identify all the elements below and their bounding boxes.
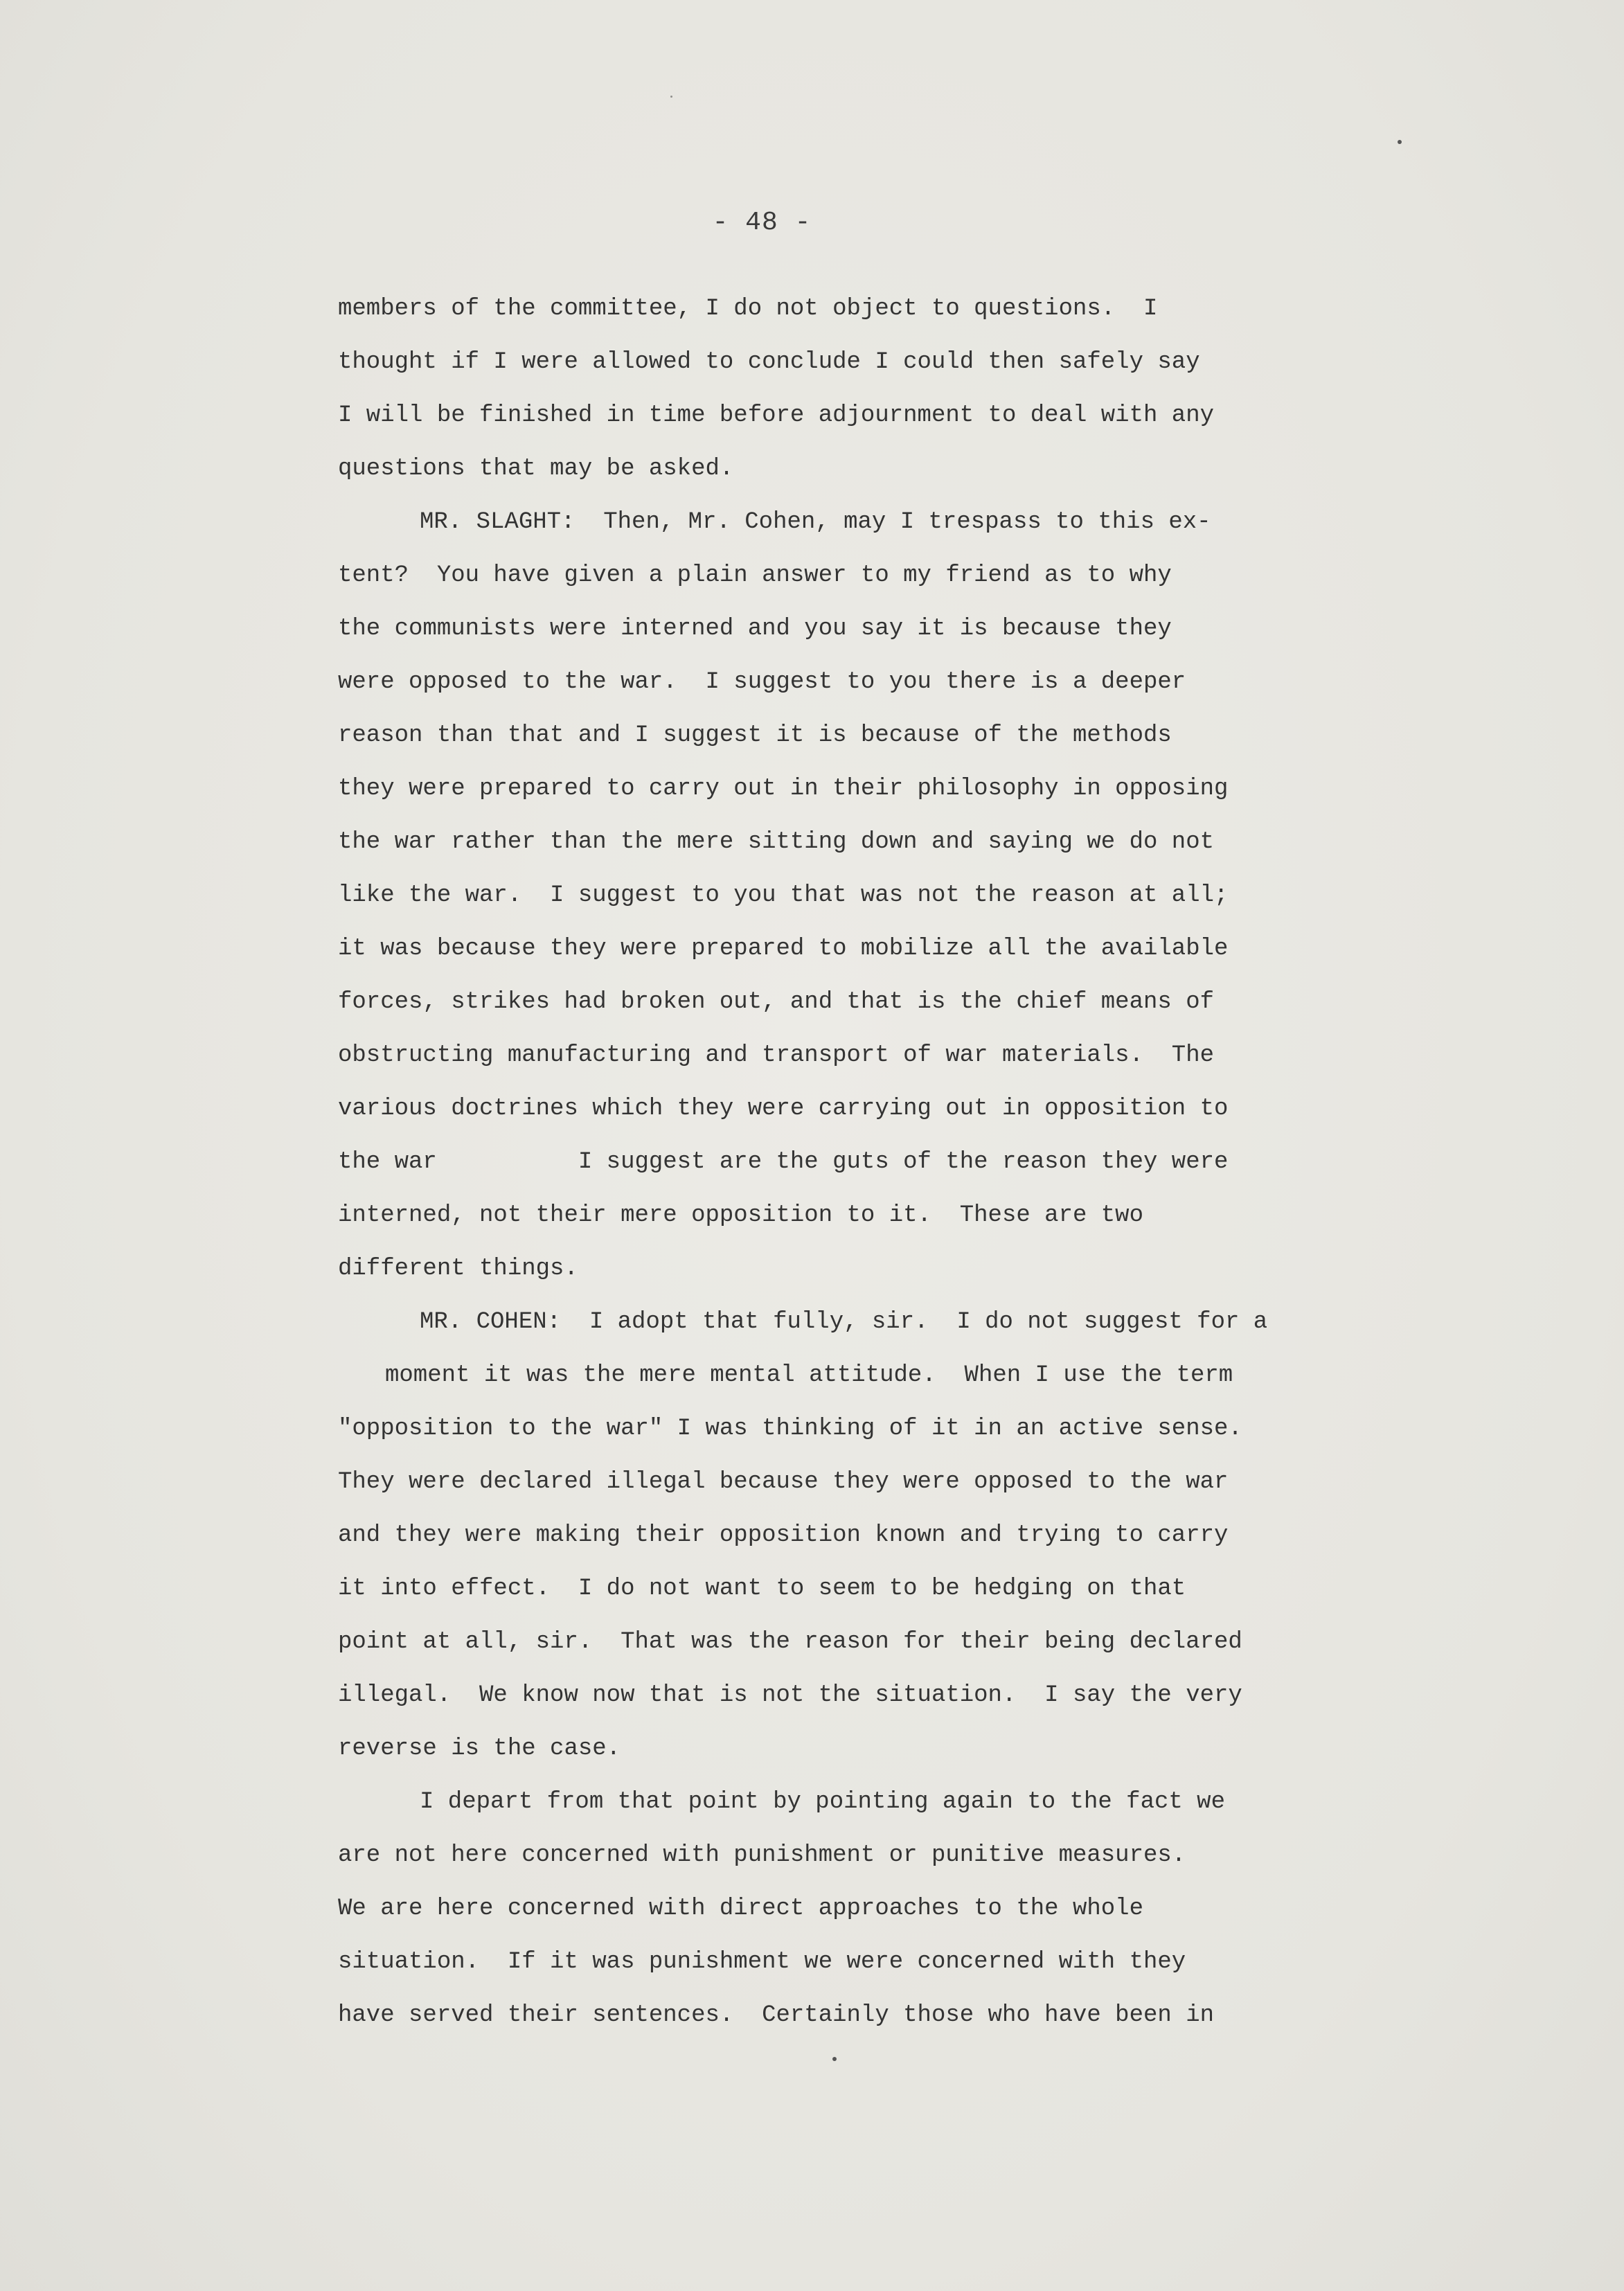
paper-speck	[832, 2057, 837, 2061]
text-line: various doctrines which they were carrying out in opposition to	[338, 1096, 1229, 1122]
text-line: the communists were interned and you say it is because they	[338, 616, 1172, 642]
text-line: and they were making their opposition known and trying to carry	[338, 1522, 1229, 1549]
text-line: have served their sentences. Certainly those who have been in	[338, 2002, 1215, 2029]
text-line: are not here concerned with punishment or punitive measures.	[338, 1842, 1186, 1869]
text-line: they were prepared to carry out in their philosophy in opposing	[338, 776, 1229, 802]
text-line: MR. COHEN: I adopt that fully, sir. I do not suggest for a	[420, 1309, 1268, 1335]
text-line: were opposed to the war. I suggest to you there is a deeper	[338, 669, 1186, 695]
text-line: I depart from that point by pointing again to the fact we	[420, 1789, 1225, 1815]
text-line: I will be finished in time before adjournment to deal with any	[338, 402, 1215, 429]
text-line: questions that may be asked.	[338, 456, 734, 482]
text-line: the war I suggest are the guts of the reason they were	[338, 1149, 1229, 1175]
text-line: like the war. I suggest to you that was not the reason at all;	[338, 882, 1229, 909]
page-number: - 48 -	[712, 208, 812, 238]
text-line: thought if I were allowed to conclude I could then safely say	[338, 349, 1200, 375]
text-line: "opposition to the war" I was thinking of it in an active sense.	[338, 1416, 1242, 1442]
text-line: tent? You have given a plain answer to my friend as to why	[338, 562, 1172, 589]
body-text	[338, 283, 1384, 2042]
text-line: point at all, sir. That was the reason for their being declared	[338, 1629, 1242, 1655]
text-line: it into effect. I do not want to seem to be hedging on that	[338, 1576, 1186, 1602]
text-line: MR. SLAGHT: Then, Mr. Cohen, may I trespass to this ex-	[420, 509, 1211, 535]
text-line: interned, not their mere opposition to it. These are two	[338, 1202, 1143, 1229]
text-line: reason than that and I suggest it is because of the methods	[338, 722, 1172, 749]
text-line: They were declared illegal because they were opposed to the war	[338, 1469, 1229, 1495]
text-line: forces, strikes had broken out, and that is the chief means of	[338, 989, 1215, 1015]
paper-speck	[670, 96, 672, 98]
text-line: situation. If it was punishment we were concerned with they	[338, 1949, 1186, 1975]
text-line: moment it was the mere mental attitude. When I use the term	[385, 1362, 1233, 1389]
paper-speck	[1398, 140, 1402, 144]
text-line: different things.	[338, 1256, 578, 1282]
text-line: illegal. We know now that is not the situation. I say the very	[338, 1682, 1242, 1709]
text-line: reverse is the case.	[338, 1736, 621, 1762]
text-line: the war rather than the mere sitting down and saying we do not	[338, 829, 1215, 855]
text-line: obstructing manufacturing and transport of war materials. The	[338, 1042, 1215, 1069]
text-line: members of the committee, I do not object to questions. I	[338, 296, 1158, 322]
text-line: it was because they were prepared to mobilize all the available	[338, 936, 1229, 962]
text-line: We are here concerned with direct approaches to the whole	[338, 1896, 1143, 1922]
